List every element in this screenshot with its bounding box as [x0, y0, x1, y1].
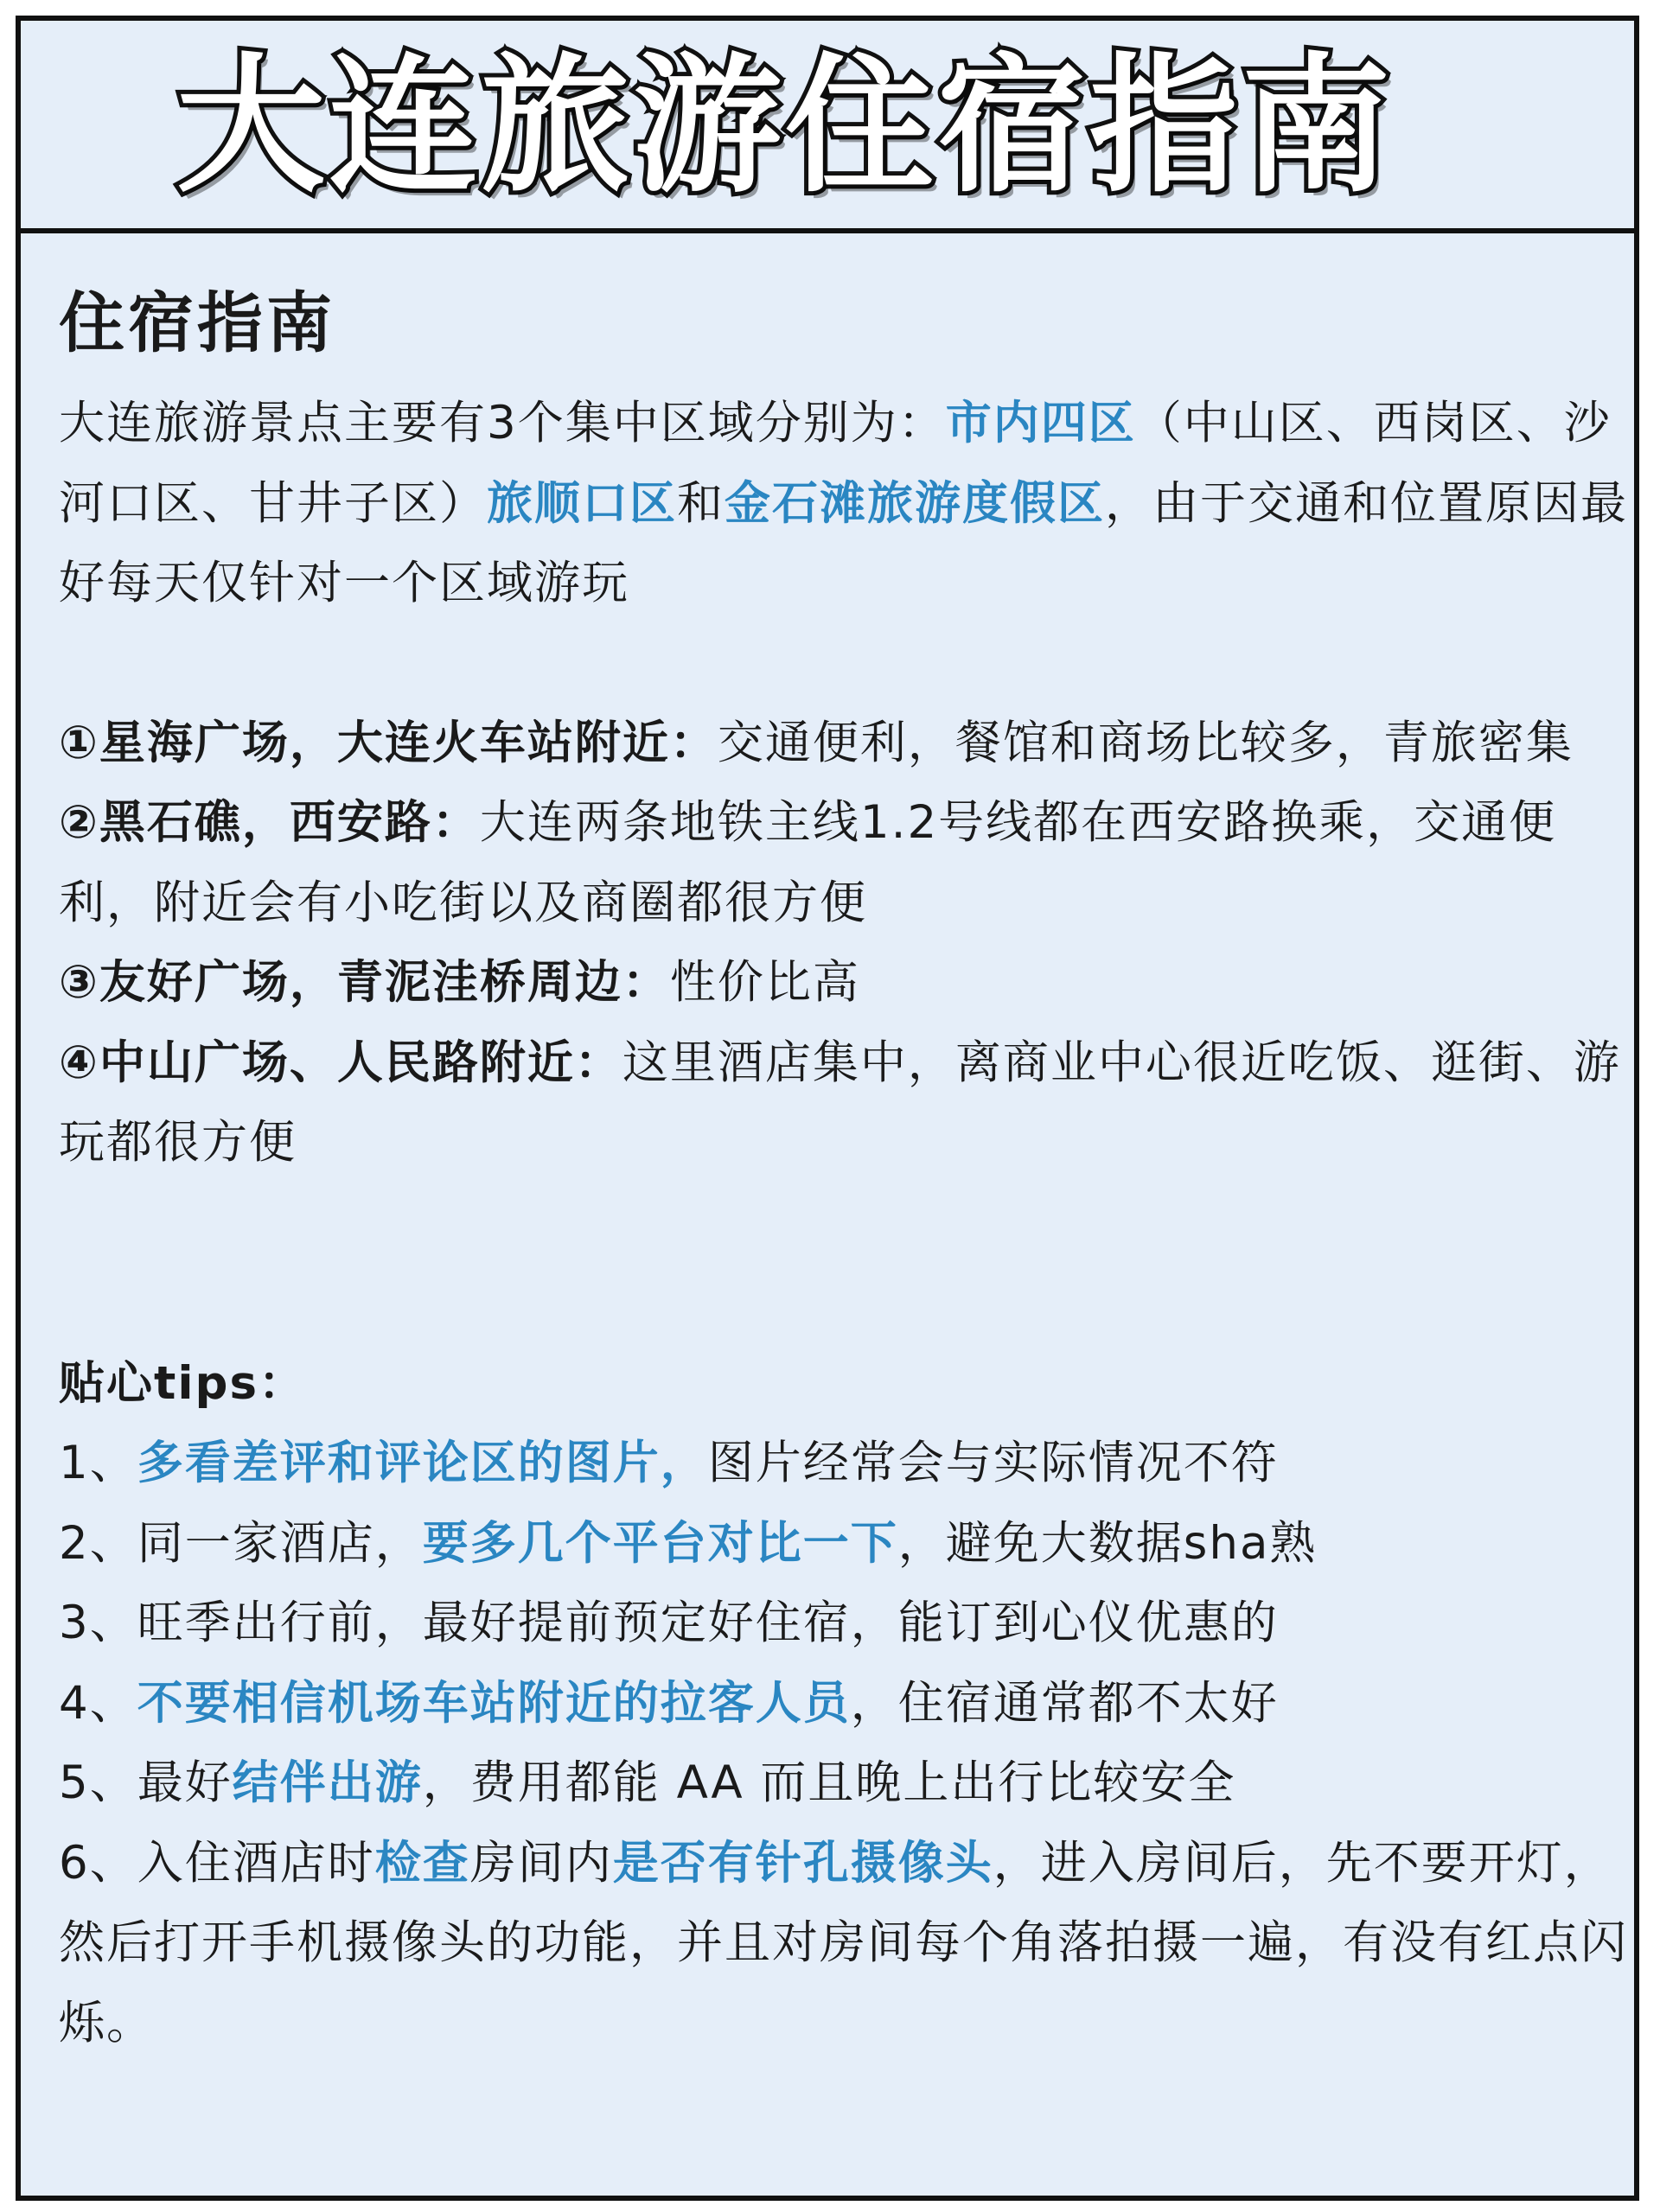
page-title: 大连旅游住宿指南: [176, 39, 1394, 213]
area-text: 性价比高: [669, 956, 860, 1009]
intro-text: ，由于交通和位置原因最好每天仅针对一个区域游玩: [59, 476, 1628, 609]
intro-text: 和: [677, 476, 725, 530]
area-text: 交通便利，餐馆和商场比较多，青旅密集: [717, 716, 1574, 769]
tip-text: ，进入房间后，先不要开灯，然后打开手机摄像头的功能，并且对房间每个角落拍摄一遍，有没有红点闪烁。: [59, 1836, 1628, 2049]
tip-highlight: 不要相信机场车站附近的拉客人员: [137, 1676, 851, 1730]
tip-item: [59, 1424, 1632, 1504]
tip-text: ，住宿通常都不太好: [850, 1676, 1279, 1730]
area-label: ③友好广场，青泥洼桥周边：: [59, 956, 670, 1009]
area-item: [59, 1023, 1632, 1183]
tip-item: [59, 1664, 1632, 1744]
content-body: [59, 245, 1632, 2063]
area-text: 大连两条地铁主线1.2号线都在西安路换乘，交通便利，附近会有小吃街以及商圈都很方便: [59, 796, 1557, 929]
tip-highlight: 要多几个平台对比一下: [422, 1516, 898, 1570]
area-item: [59, 704, 1632, 784]
intro-text: 大连旅游景点主要有3个集中区域分别为：: [59, 397, 946, 449]
tip-highlight: 结伴出游: [232, 1756, 423, 1809]
intro-paragraph: [59, 384, 1632, 624]
tip-highlight: 检查: [374, 1836, 470, 1890]
area-item: [59, 783, 1632, 943]
area-label: ①星海广场，大连火车站附近：: [59, 716, 718, 769]
header-banner: [21, 21, 1634, 233]
tip-text: 图片经常会与实际情况不符: [707, 1437, 1279, 1489]
intro-highlight-downtown: 市内四区: [945, 397, 1136, 449]
tip-text: 6、入住酒店时: [59, 1836, 375, 1890]
tip-highlight: 是否有针孔摄像头: [612, 1836, 993, 1890]
section-heading: 住宿指南: [59, 284, 335, 361]
intro-highlight-jinshitan: 金石滩旅游度假区: [725, 476, 1105, 530]
tips-heading: 贴心tips：: [59, 1356, 306, 1410]
tip-text: 房间内: [469, 1836, 613, 1890]
tip-item: [59, 1504, 1632, 1584]
tip-text: 5、最好: [59, 1756, 233, 1809]
intro-highlight-lvshun: 旅顺口区: [487, 476, 677, 530]
tip-item: [59, 1584, 1632, 1664]
tip-text: 3、旺季出行前，最好提前预定好住宿，能订到心仪优惠的: [59, 1597, 1279, 1649]
tip-text: 2、同一家酒店，: [59, 1516, 423, 1570]
intro-text: （中山区、西岗区、沙河口区、甘井子区）: [59, 397, 1612, 530]
area-item: [59, 943, 1632, 1023]
page-frame: [16, 16, 1639, 2201]
area-label: ④中山广场、人民路附近：: [59, 1036, 622, 1089]
tip-item: [59, 1743, 1632, 1824]
tip-text: ，费用都能 AA 而且晚上出行比较安全: [422, 1756, 1236, 1809]
area-text: 这里酒店集中，离商业中心很近吃饭、逛街、游玩都很方便: [59, 1036, 1621, 1169]
tip-text: ，避免大数据sha熟: [897, 1516, 1318, 1570]
area-label: ②黑石礁，西安路：: [59, 796, 480, 849]
tip-text: 1、: [59, 1437, 137, 1489]
tip-item: [59, 1824, 1632, 2064]
tip-text: 4、: [59, 1676, 137, 1730]
tip-highlight: 多看差评和评论区的图片，: [137, 1437, 708, 1489]
